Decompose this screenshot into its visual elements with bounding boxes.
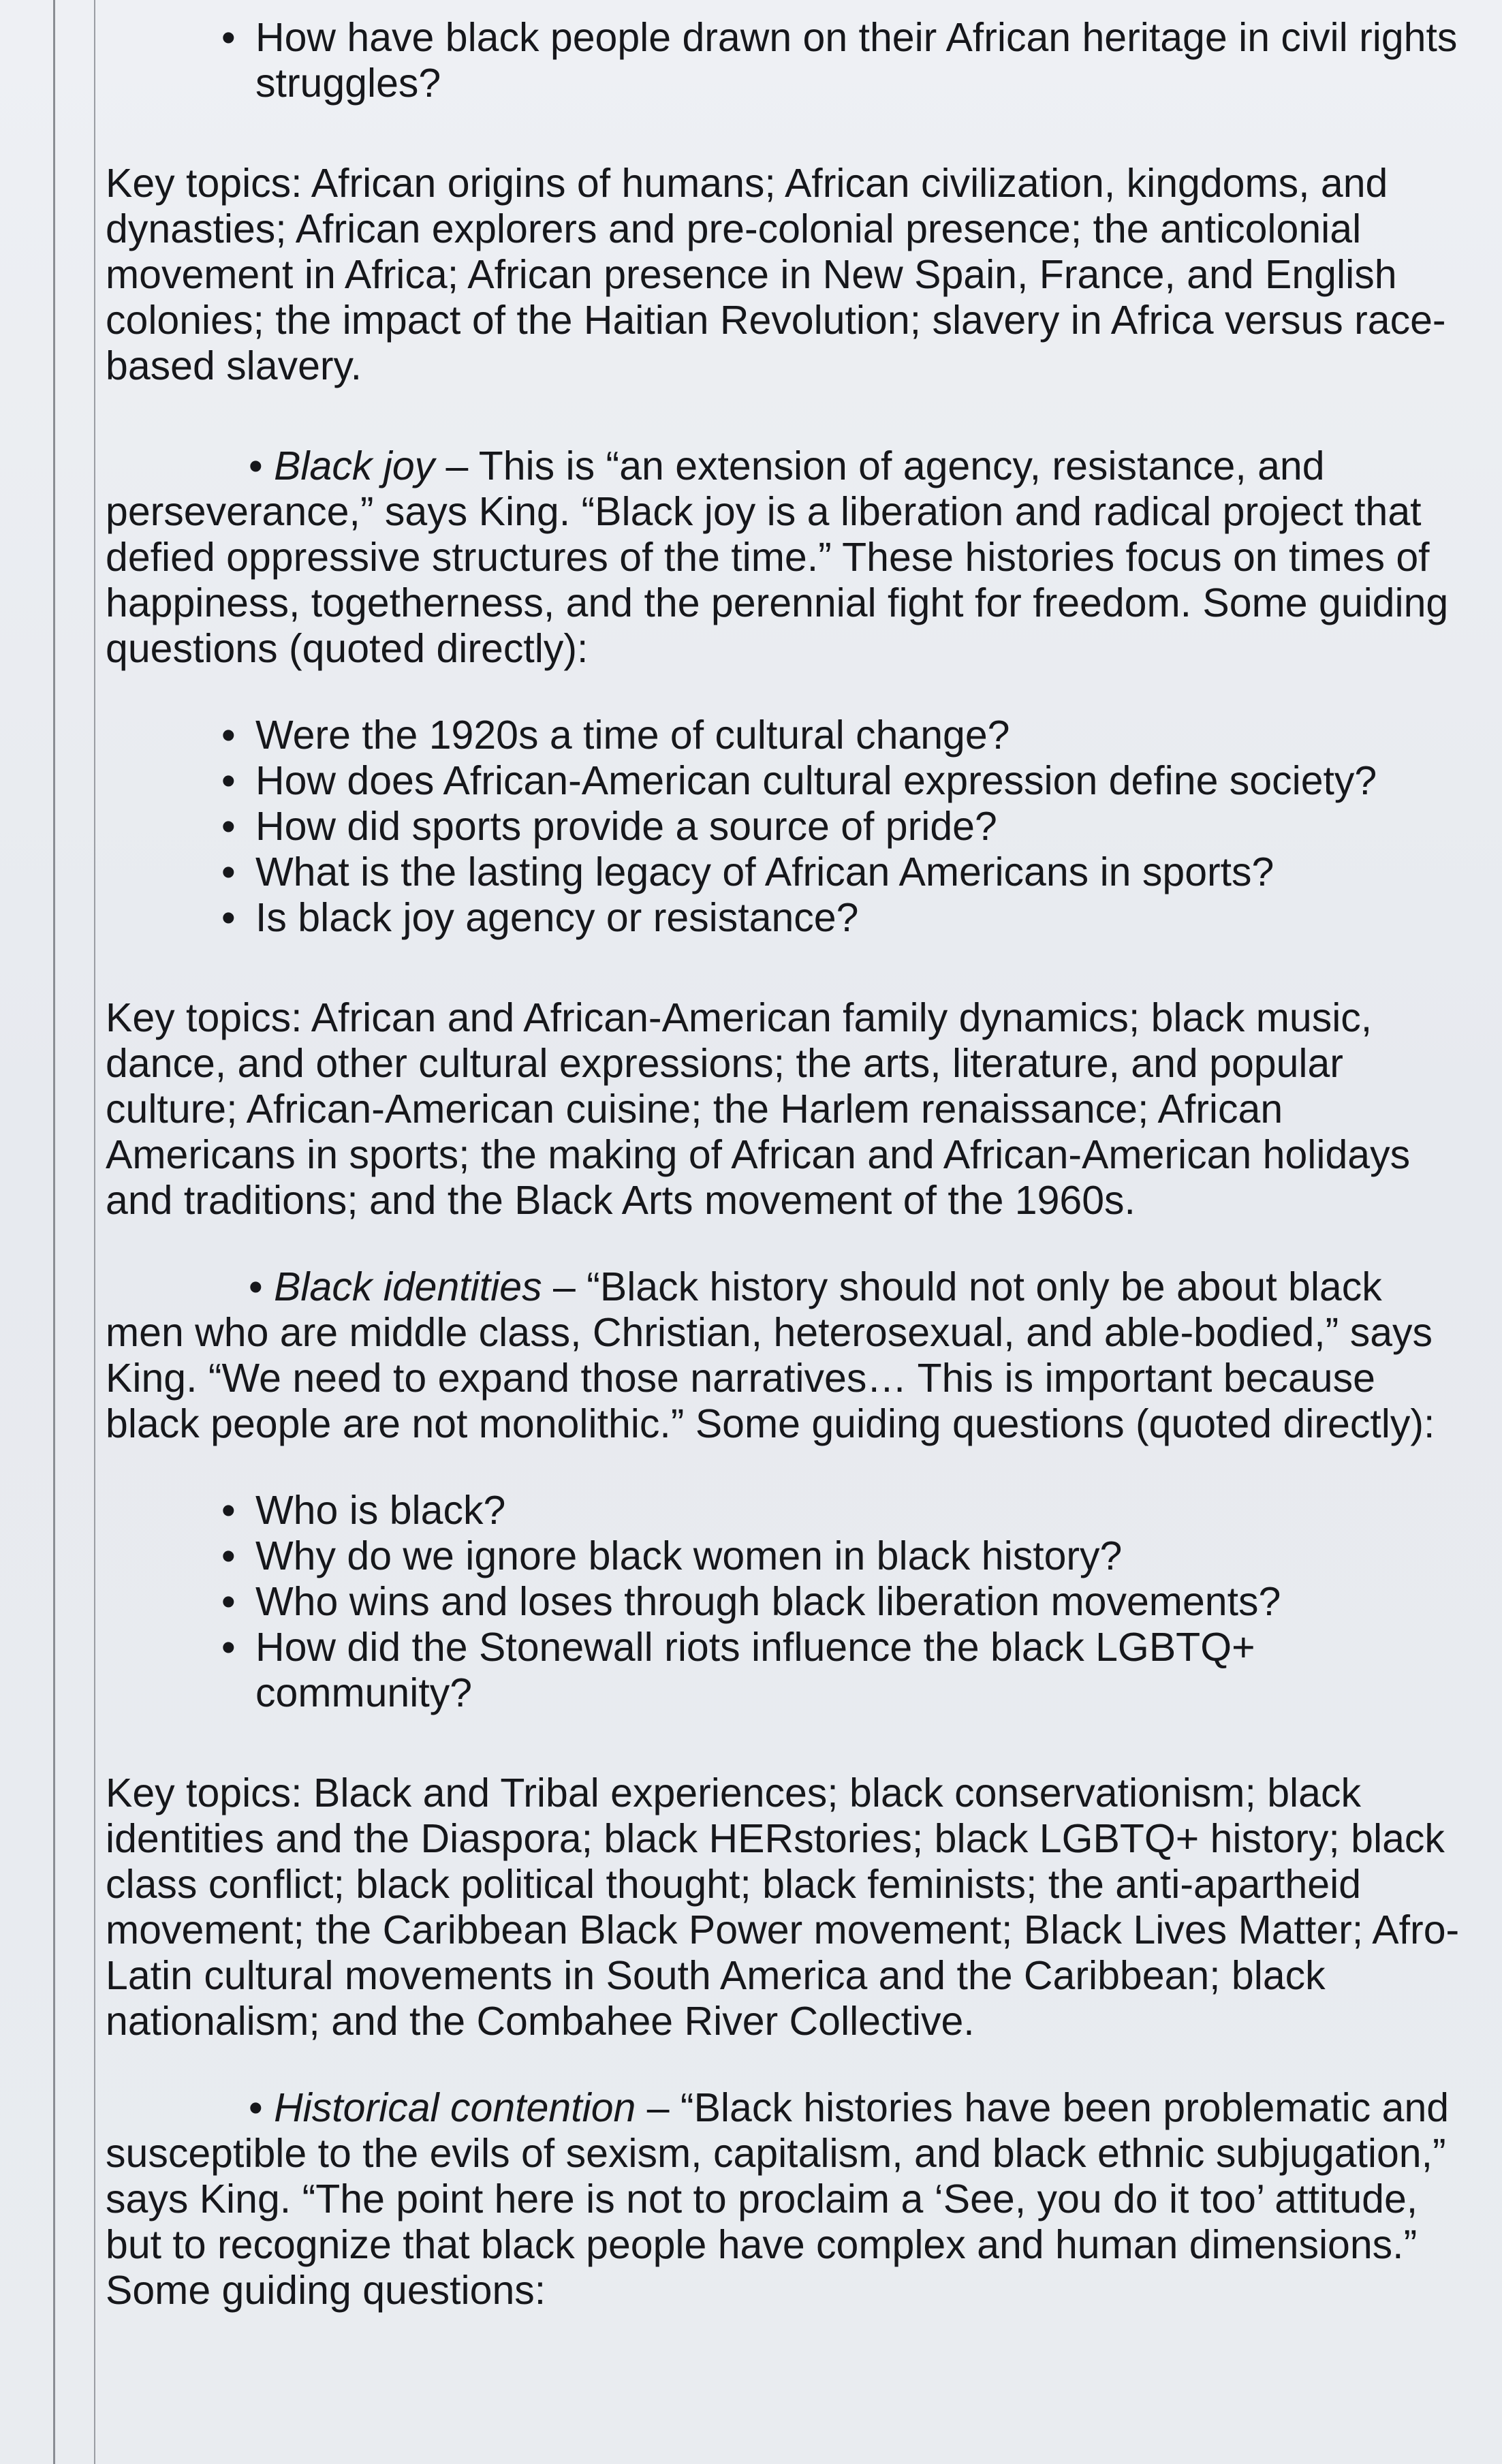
margin-rule-outer	[53, 0, 55, 2464]
list-item: • Who is black?	[106, 1488, 1468, 1533]
list-item: • Why do we ignore black women in black history?	[106, 1533, 1468, 1579]
list-item: • How have black people drawn on their African heritage in civil rights struggles?	[106, 15, 1468, 106]
bullet-glyph: •	[249, 1264, 263, 1309]
list-item: • How did sports provide a source of pride?	[106, 804, 1468, 849]
historical-contention-term: Historical contention	[274, 2085, 636, 2130]
historical-contention-text: – “Black histories have been problematic and susceptible to the evils of sexism, capitalism, and black ethnic subjugation,” says King. “The point here is not to proclaim a ‘See, you do it too’ attitude, but to recognize that black people have complex and human dimensions.” Some guiding questions:	[106, 2085, 1450, 2313]
list-item: • How does African-American cultural expression define society?	[106, 758, 1468, 804]
list-item: • Who wins and loses through black liberation movements?	[106, 1579, 1468, 1625]
black-joy-term: Black joy	[274, 443, 435, 488]
historical-contention-paragraph	[106, 2085, 1468, 2313]
list-item: • How did the Stonewall riots influence the black LGBTQ+ community?	[106, 1625, 1468, 1716]
key-topics-paragraph-3: Key topics: Black and Tribal experiences; black conservationism; black identities and the Diaspora; black HERstories; black LGBTQ+ history; black class conflict; black political thought; black feminists; the anti-apartheid movement; the Caribbean Black Power movement; Black Lives Matter; Afro-Latin cultural movements in South America and the Caribbean; black nationalism; and the Combahee River Collective.	[106, 1771, 1460, 2044]
bullet-glyph: •	[249, 443, 263, 488]
black-joy-question-list	[106, 713, 1468, 941]
black-joy-text: – This is “an extension of agency, resistance, and perseverance,” says King. “Black joy is a liberation and radical project that defied oppressive structures of the time.” These histories focus on times of happiness, togetherness, and the perennial fight for freedom. Some guiding questions (quoted directly):	[106, 443, 1449, 671]
margin-rule-inner	[94, 0, 95, 2464]
list-item: • What is the lasting legacy of African Americans in sports?	[106, 849, 1468, 895]
black-identities-term: Black identities	[274, 1264, 542, 1309]
black-identities-text: – “Black history should not only be about black men who are middle class, Christian, heterosexual, and able-bodied,” says King. “We need to expand those narratives… This is important because black people are not monolithic.” Some guiding questions (quoted directly):	[106, 1264, 1435, 1446]
bullet-glyph: •	[249, 2085, 263, 2130]
black-joy-paragraph	[106, 443, 1468, 672]
document-body	[106, 0, 1468, 2313]
intro-question-list	[106, 15, 1468, 106]
black-identities-question-list	[106, 1488, 1468, 1716]
key-topics-paragraph-2: Key topics: African and African-American family dynamics; black music, dance, and other cultural expressions; the arts, literature, and popular culture; African-American cuisine; the Harlem renaissance; African Americans in sports; the making of African and African-American holidays and traditions; and the Black Arts movement of the 1960s.	[106, 995, 1411, 1223]
key-topics-paragraph-1: Key topics: African origins of humans; African civilization, kingdoms, and dynasties; African explorers and pre-colonial presence; the anticolonial movement in Africa; African presence in New Spain, France, and English colonies; the impact of the Haitian Revolution; slavery in Africa versus race-based slavery.	[106, 161, 1446, 388]
list-item: • Were the 1920s a time of cultural change?	[106, 713, 1468, 758]
list-item: • Is black joy agency or resistance?	[106, 895, 1468, 941]
black-identities-paragraph	[106, 1264, 1468, 1447]
